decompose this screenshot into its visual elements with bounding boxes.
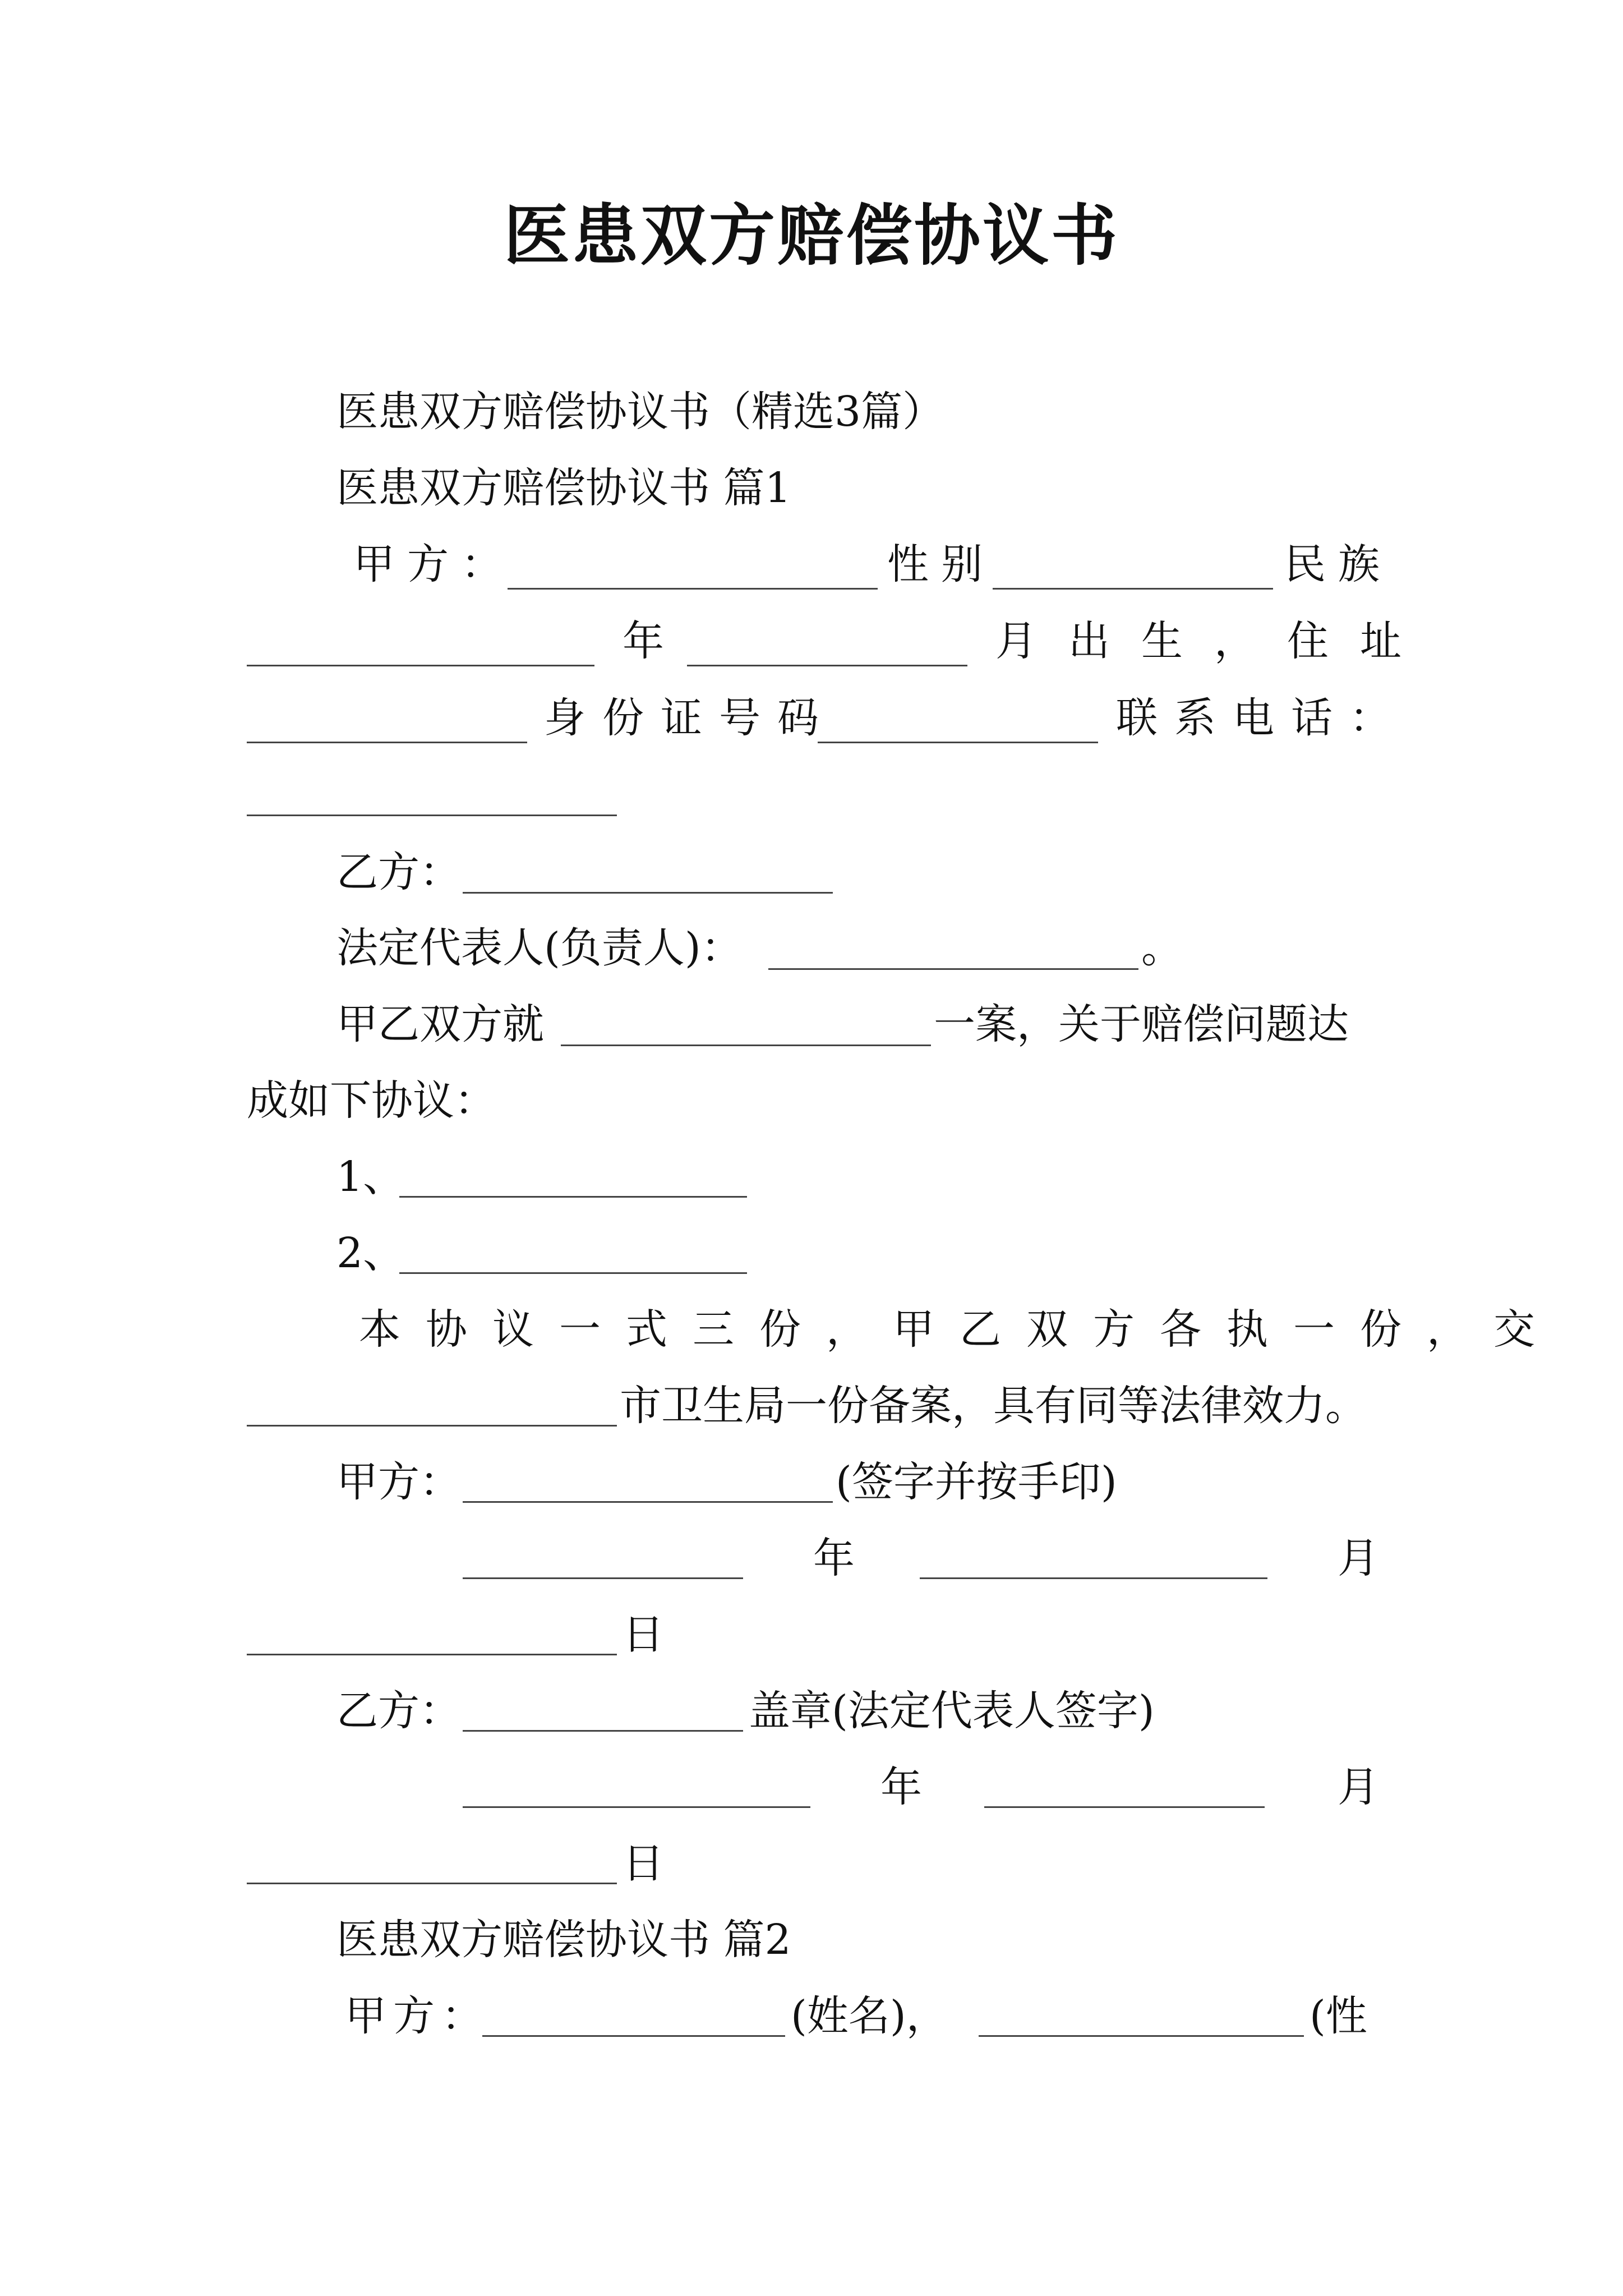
party-b-label: 乙方： <box>336 848 461 896</box>
address-blank[interactable] <box>247 742 527 743</box>
item-2-label: 2、 <box>336 1229 405 1277</box>
gender-blank[interactable] <box>993 588 1273 590</box>
birth-year-label: 年 <box>623 617 664 665</box>
sign-b-year-label: 年 <box>880 1763 922 1811</box>
sign-a-month-blank[interactable] <box>920 1577 1267 1579</box>
birth-month-address-label: 月出生，住址 <box>995 617 1433 665</box>
sign-a-label: 甲方： <box>336 1458 461 1506</box>
id-number-blank[interactable] <box>818 742 1098 743</box>
copies-blank[interactable] <box>247 1425 617 1427</box>
id-number-label: 身份证号码 <box>544 694 836 742</box>
phone-label: 联系电话： <box>1116 694 1408 742</box>
case-intro-start: 甲乙双方就 <box>336 1000 544 1048</box>
case-intro-end: 一案，关于赔偿问题达 <box>934 1000 1349 1048</box>
phone-blank[interactable] <box>247 815 617 816</box>
item-1-label: 1、 <box>336 1153 405 1201</box>
party-a-label: 甲方： <box>353 540 515 588</box>
copies-line-2: 市卫生局一份备案，具有同等法律效力。 <box>620 1382 1367 1430</box>
legal-rep-blank[interactable] <box>768 968 1138 970</box>
sign-b-note: 盖章(法定代表人签字) <box>749 1687 1155 1735</box>
sign-a-month-label: 月 <box>1338 1534 1379 1582</box>
section-heading-2: 医患双方赔偿协议书 篇2 <box>336 1916 791 1964</box>
ethnicity-blank[interactable] <box>247 665 594 666</box>
sign-a-year-blank[interactable] <box>463 1577 743 1579</box>
sign-b-label: 乙方： <box>336 1687 461 1735</box>
gender-label: 性别 <box>887 540 995 588</box>
party-b-name-blank[interactable] <box>463 892 833 894</box>
section2-gender-label: (性 <box>1310 1992 1367 2040</box>
document-title: 医患双方赔偿协议书 <box>503 196 1119 274</box>
sign-b-day-label: 日 <box>623 1839 664 1888</box>
copies-line-1: 本协议一式三份，甲乙双方各执一份，交 <box>359 1305 1560 1354</box>
sign-a-note: (签字并按手印) <box>836 1458 1117 1506</box>
sign-b-month-label: 月 <box>1338 1763 1379 1811</box>
section2-gender-blank[interactable] <box>979 2035 1304 2037</box>
birth-year-blank[interactable] <box>687 665 967 666</box>
sign-a-blank[interactable] <box>463 1501 833 1503</box>
party-a-name-blank[interactable] <box>508 588 878 590</box>
sign-b-month-blank[interactable] <box>984 1806 1265 1808</box>
sign-b-year-blank[interactable] <box>463 1806 810 1808</box>
legal-rep-label: 法定代表人(负责人)： <box>336 924 743 972</box>
section2-party-a-label: 甲方： <box>345 1992 490 2040</box>
section2-name-blank[interactable] <box>482 2035 785 2037</box>
ethnicity-label: 民族 <box>1284 540 1392 588</box>
sign-a-year-label: 年 <box>813 1534 855 1582</box>
section2-name-label: (姓名)， <box>791 1992 948 2040</box>
item-2-blank[interactable] <box>399 1272 747 1274</box>
document-subtitle: 医患双方赔偿协议书（精选3篇） <box>336 388 944 436</box>
sign-a-day-blank[interactable] <box>247 1654 617 1655</box>
case-intro-line2: 成如下协议： <box>247 1076 496 1125</box>
sign-a-day-label: 日 <box>623 1611 664 1659</box>
case-name-blank[interactable] <box>561 1045 931 1046</box>
sign-b-day-blank[interactable] <box>247 1883 617 1884</box>
item-1-blank[interactable] <box>399 1196 747 1198</box>
sign-b-blank[interactable] <box>463 1730 743 1732</box>
legal-rep-period: 。 <box>1141 924 1183 972</box>
section-heading-1: 医患双方赔偿协议书 篇1 <box>336 464 791 512</box>
